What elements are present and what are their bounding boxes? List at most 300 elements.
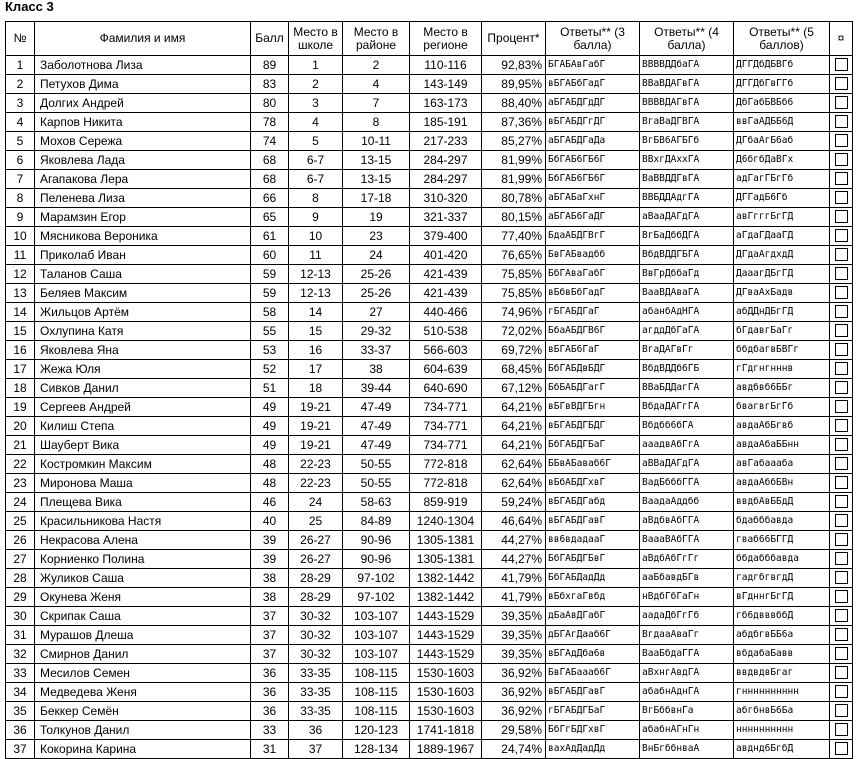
answers-5: ДГдаАгдхдД [734, 246, 830, 265]
header-row [6, 22, 853, 56]
district-place: 23 [343, 227, 410, 246]
row-checkbox[interactable] [835, 552, 848, 565]
percent: 46,64% [482, 512, 546, 531]
row-check-cell [830, 132, 853, 151]
answers-3: дБГАгДааб6Г [546, 626, 640, 645]
row-checkbox[interactable] [835, 305, 848, 318]
score: 39 [251, 550, 289, 569]
score: 68 [251, 170, 289, 189]
percent: 69,72% [482, 341, 546, 360]
row-checkbox[interactable] [835, 628, 848, 641]
score: 89 [251, 56, 289, 75]
row-check-cell [830, 721, 853, 740]
row-checkbox[interactable] [835, 96, 848, 109]
district-place: 103-107 [343, 607, 410, 626]
district-place: 58-63 [343, 493, 410, 512]
row-num: 6 [6, 151, 35, 170]
header-district-place: Место в районе [343, 22, 410, 56]
percent: 92,83% [482, 56, 546, 75]
region-place: 1530-1603 [410, 702, 482, 721]
answers-5: бдабббавда [734, 512, 830, 531]
answers-3: вБГАБДГгДГ [546, 113, 640, 132]
percent: 74,96% [482, 303, 546, 322]
table-row [6, 645, 853, 664]
region-place: 1305-1381 [410, 550, 482, 569]
answers-4: абанбАдНГА [640, 303, 734, 322]
row-checkbox[interactable] [835, 533, 848, 546]
answers-3: ББвАБаваб6Г [546, 455, 640, 474]
answers-3: БбГАваГабГ [546, 265, 640, 284]
row-checkbox[interactable] [835, 685, 848, 698]
percent: 41,79% [482, 569, 546, 588]
row-checkbox[interactable] [835, 267, 848, 280]
region-place: 321-337 [410, 208, 482, 227]
student-name: Агапакова Лера [35, 170, 251, 189]
school-place: 10 [289, 227, 343, 246]
score: 68 [251, 151, 289, 170]
row-checkbox[interactable] [835, 324, 848, 337]
table-row [6, 170, 853, 189]
answers-3: вБбАБДГхвГ [546, 474, 640, 493]
score: 65 [251, 208, 289, 227]
student-name: Яковлева Яна [35, 341, 251, 360]
percent: 62,64% [482, 474, 546, 493]
answers-3: вБГАБбГадГ [546, 75, 640, 94]
row-checkbox[interactable] [835, 609, 848, 622]
row-checkbox[interactable] [835, 704, 848, 717]
answers-4: нВдбГбГаГн [640, 588, 734, 607]
row-num: 9 [6, 208, 35, 227]
answers-4: аВдбАбГгГг [640, 550, 734, 569]
percent: 80,15% [482, 208, 546, 227]
table-row [6, 227, 853, 246]
row-check-cell [830, 284, 853, 303]
score: 36 [251, 664, 289, 683]
score: 59 [251, 284, 289, 303]
percent: 81,99% [482, 151, 546, 170]
district-place: 120-123 [343, 721, 410, 740]
answers-3: БдаАБДГВгГ [546, 227, 640, 246]
row-num: 14 [6, 303, 35, 322]
table-row [6, 398, 853, 417]
score: 49 [251, 436, 289, 455]
score: 53 [251, 341, 289, 360]
answers-3: вБГАдДба6в [546, 645, 640, 664]
header-num: № [6, 22, 35, 56]
student-name: Охлупина Катя [35, 322, 251, 341]
row-checkbox[interactable] [835, 438, 848, 451]
answers-5: гГдгнгнннв [734, 360, 830, 379]
school-place: 22-23 [289, 455, 343, 474]
district-place: 90-96 [343, 550, 410, 569]
district-place: 103-107 [343, 626, 410, 645]
answers-4: ВгаДАГвГг [640, 341, 734, 360]
school-place: 6-7 [289, 170, 343, 189]
score: 33 [251, 721, 289, 740]
row-num: 33 [6, 664, 35, 683]
table-row [6, 626, 853, 645]
answers-4: абабнАГнГн [640, 721, 734, 740]
row-check-cell [830, 227, 853, 246]
region-place: 1443-1529 [410, 626, 482, 645]
answers-5: ввГаАДББ6Д [734, 113, 830, 132]
school-place: 33-35 [289, 683, 343, 702]
table-row [6, 303, 853, 322]
row-check-cell [830, 702, 853, 721]
school-place: 4 [289, 113, 343, 132]
row-check-cell [830, 626, 853, 645]
score: 37 [251, 607, 289, 626]
region-place: 1382-1442 [410, 569, 482, 588]
score: 40 [251, 512, 289, 531]
answers-4: ВгБаДббДГА [640, 227, 734, 246]
row-checkbox[interactable] [835, 457, 848, 470]
school-place: 30-32 [289, 626, 343, 645]
percent: 44,27% [482, 531, 546, 550]
student-name: Жильцов Артём [35, 303, 251, 322]
table-row [6, 208, 853, 227]
region-place: 185-191 [410, 113, 482, 132]
table-row [6, 379, 853, 398]
answers-3: БбГАБ6ГБ6Г [546, 151, 640, 170]
answers-4: ВгаВаДГВГА [640, 113, 734, 132]
score: 51 [251, 379, 289, 398]
class-title: Класс 3 [5, 0, 54, 14]
row-check-cell [830, 75, 853, 94]
student-name: Красильникова Настя [35, 512, 251, 531]
row-checkbox[interactable] [835, 647, 848, 660]
region-place: 1443-1529 [410, 607, 482, 626]
region-place: 1443-1529 [410, 645, 482, 664]
answers-4: ВадБбббГГА [640, 474, 734, 493]
student-name: Медведева Женя [35, 683, 251, 702]
table-row [6, 75, 853, 94]
score: 48 [251, 455, 289, 474]
answers-3: гБГАБДГаГ [546, 303, 640, 322]
row-checkbox[interactable] [835, 58, 848, 71]
school-place: 5 [289, 132, 343, 151]
row-num: 22 [6, 455, 35, 474]
district-place: 103-107 [343, 645, 410, 664]
answers-5: ДГбаАгБ6аб [734, 132, 830, 151]
answers-5: бвагвгБгГб [734, 398, 830, 417]
region-place: 310-320 [410, 189, 482, 208]
student-name: Корниенко Полина [35, 550, 251, 569]
percent: 77,40% [482, 227, 546, 246]
district-place: 47-49 [343, 436, 410, 455]
student-name: Приколаб Иван [35, 246, 251, 265]
student-name: Жуликов Саша [35, 569, 251, 588]
school-place: 15 [289, 322, 343, 341]
answers-4: ВВаВДАГвГА [640, 75, 734, 94]
school-place: 25 [289, 512, 343, 531]
table-row [6, 474, 853, 493]
row-check-cell [830, 474, 853, 493]
district-place: 39-44 [343, 379, 410, 398]
answers-5: абгбнвБ6Ба [734, 702, 830, 721]
row-num: 36 [6, 721, 35, 740]
percent: 72,02% [482, 322, 546, 341]
table-row [6, 151, 853, 170]
header-percent: Процент* [482, 22, 546, 56]
percent: 39,35% [482, 626, 546, 645]
table-row [6, 607, 853, 626]
score: 31 [251, 740, 289, 759]
student-name: Костромкин Максим [35, 455, 251, 474]
percent: 64,21% [482, 398, 546, 417]
school-place: 17 [289, 360, 343, 379]
answers-5: ббдбагвБВГг [734, 341, 830, 360]
region-place: 421-439 [410, 284, 482, 303]
table-row [6, 569, 853, 588]
row-num: 4 [6, 113, 35, 132]
student-name: Окунева Женя [35, 588, 251, 607]
student-name: Сивков Данил [35, 379, 251, 398]
student-name: Сергеев Андрей [35, 398, 251, 417]
header-school-place: Место в школе [289, 22, 343, 56]
table-row [6, 284, 853, 303]
header-answers-3: Ответы** (3 балла) [546, 22, 640, 56]
table-row [6, 683, 853, 702]
percent: 68,45% [482, 360, 546, 379]
row-num: 2 [6, 75, 35, 94]
row-check-cell [830, 531, 853, 550]
district-place: 108-115 [343, 664, 410, 683]
score: 38 [251, 588, 289, 607]
table-row [6, 436, 853, 455]
percent: 41,79% [482, 588, 546, 607]
district-place: 17-18 [343, 189, 410, 208]
answers-5: абДДнДБгГД [734, 303, 830, 322]
row-checkbox[interactable] [835, 400, 848, 413]
percent: 67,12% [482, 379, 546, 398]
percent: 29,58% [482, 721, 546, 740]
row-checkbox[interactable] [835, 476, 848, 489]
answers-5: гб6двввббД [734, 607, 830, 626]
answers-4: ВааБбдаГГА [640, 645, 734, 664]
answers-3: вБГАБДГавГ [546, 512, 640, 531]
percent: 89,95% [482, 75, 546, 94]
table-row [6, 702, 853, 721]
row-checkbox[interactable] [835, 362, 848, 375]
row-checkbox[interactable] [835, 210, 848, 223]
score: 60 [251, 246, 289, 265]
student-name: Мясникова Вероника [35, 227, 251, 246]
region-place: 1530-1603 [410, 683, 482, 702]
percent: 36,92% [482, 683, 546, 702]
district-place: 108-115 [343, 683, 410, 702]
row-checkbox[interactable] [835, 153, 848, 166]
row-check-cell [830, 455, 853, 474]
table-row [6, 455, 853, 474]
table-row [6, 132, 853, 151]
row-check-cell [830, 607, 853, 626]
answers-3: вБГАБДГБДГ [546, 417, 640, 436]
answers-3: БбБАБДГагГ [546, 379, 640, 398]
answers-4: ВгБббвнГа [640, 702, 734, 721]
row-check-cell [830, 493, 853, 512]
district-place: 24 [343, 246, 410, 265]
row-num: 37 [6, 740, 35, 759]
row-check-cell [830, 113, 853, 132]
row-check-cell [830, 436, 853, 455]
region-place: 772-818 [410, 474, 482, 493]
row-checkbox[interactable] [835, 381, 848, 394]
region-place: 1305-1381 [410, 531, 482, 550]
row-check-cell [830, 170, 853, 189]
answers-3: вБГвВДГБгн [546, 398, 640, 417]
row-checkbox[interactable] [835, 229, 848, 242]
answers-4: ВаВВДДГвГА [640, 170, 734, 189]
answers-4: ВВБДДАдгГА [640, 189, 734, 208]
answers-4: аВВаДАГдГА [640, 455, 734, 474]
answers-4: абабнАднГА [640, 683, 734, 702]
region-place: 1530-1603 [410, 664, 482, 683]
row-checkbox[interactable] [835, 590, 848, 603]
district-place: 4 [343, 75, 410, 94]
table-row [6, 588, 853, 607]
row-num: 30 [6, 607, 35, 626]
answers-5: авГгггБгГД [734, 208, 830, 227]
score: 59 [251, 265, 289, 284]
region-place: 284-297 [410, 151, 482, 170]
table-row [6, 341, 853, 360]
row-checkbox[interactable] [835, 343, 848, 356]
district-place: 19 [343, 208, 410, 227]
percent: 80,78% [482, 189, 546, 208]
answers-5: ввдбАвББдД [734, 493, 830, 512]
student-name: Яковлева Лада [35, 151, 251, 170]
district-place: 50-55 [343, 455, 410, 474]
row-check-cell [830, 208, 853, 227]
row-num: 5 [6, 132, 35, 151]
row-num: 26 [6, 531, 35, 550]
table-row [6, 246, 853, 265]
row-check-cell [830, 94, 853, 113]
percent: 44,27% [482, 550, 546, 569]
row-checkbox[interactable] [835, 419, 848, 432]
region-place: 510-538 [410, 322, 482, 341]
answers-4: ВВаБДДагГА [640, 379, 734, 398]
answers-3: БбГАБДГБвГ [546, 550, 640, 569]
row-checkbox[interactable] [835, 286, 848, 299]
school-place: 24 [289, 493, 343, 512]
answers-5: ДбГабБВБб6 [734, 94, 830, 113]
answers-3: БГАБАвГабГ [546, 56, 640, 75]
row-check-cell [830, 322, 853, 341]
region-place: 1741-1818 [410, 721, 482, 740]
score: 74 [251, 132, 289, 151]
student-name: Пеленева Лиза [35, 189, 251, 208]
row-num: 8 [6, 189, 35, 208]
row-num: 19 [6, 398, 35, 417]
table-row [6, 360, 853, 379]
row-num: 21 [6, 436, 35, 455]
region-place: 640-690 [410, 379, 482, 398]
row-checkbox[interactable] [835, 172, 848, 185]
student-name: Кокорина Карина [35, 740, 251, 759]
row-checkbox[interactable] [835, 723, 848, 736]
student-name: Толкунов Данил [35, 721, 251, 740]
district-place: 29-32 [343, 322, 410, 341]
answers-3: вахАдДадДд [546, 740, 640, 759]
school-place: 26-27 [289, 550, 343, 569]
score: 49 [251, 398, 289, 417]
answers-4: ааБбавдБГв [640, 569, 734, 588]
score: 48 [251, 474, 289, 493]
answers-5: ббдабббавда [734, 550, 830, 569]
answers-5: Д6бгбДаВГх [734, 151, 830, 170]
score: 66 [251, 189, 289, 208]
row-checkbox[interactable] [835, 134, 848, 147]
header-region-place: Место в регионе [410, 22, 482, 56]
answers-5: ДГГДбДБВГб [734, 56, 830, 75]
answers-5: авдаАбБгвб [734, 417, 830, 436]
answers-3: БбаАБДГВ6Г [546, 322, 640, 341]
header-name: Фамилия и имя [35, 22, 251, 56]
row-checkbox[interactable] [835, 115, 848, 128]
answers-4: ВбдВДДГБГА [640, 246, 734, 265]
row-checkbox[interactable] [835, 248, 848, 261]
school-place: 12-13 [289, 284, 343, 303]
answers-5: бГдавгБаГг [734, 322, 830, 341]
row-checkbox[interactable] [835, 77, 848, 90]
district-place: 97-102 [343, 569, 410, 588]
district-place: 13-15 [343, 170, 410, 189]
school-place: 2 [289, 75, 343, 94]
answers-3: БвГАБаааб6Г [546, 664, 640, 683]
table-row [6, 189, 853, 208]
row-checkbox[interactable] [835, 571, 848, 584]
percent: 36,92% [482, 702, 546, 721]
answers-4: ааадвАбГгА [640, 436, 734, 455]
row-checkbox[interactable] [835, 191, 848, 204]
row-num: 11 [6, 246, 35, 265]
row-num: 13 [6, 284, 35, 303]
answers-5: авГабаааба [734, 455, 830, 474]
answers-4: аВдбвАбГГА [640, 512, 734, 531]
school-place: 28-29 [289, 588, 343, 607]
table-row [6, 531, 853, 550]
answers-5: гадгбгвгдД [734, 569, 830, 588]
answers-5: ДГГДбГвГГб [734, 75, 830, 94]
district-place: 33-37 [343, 341, 410, 360]
row-checkbox[interactable] [835, 742, 848, 755]
answers-5: нннннннннн [734, 721, 830, 740]
school-place: 19-21 [289, 436, 343, 455]
district-place: 7 [343, 94, 410, 113]
row-num: 28 [6, 569, 35, 588]
school-place: 36 [289, 721, 343, 740]
row-checkbox[interactable] [835, 514, 848, 527]
row-checkbox[interactable] [835, 666, 848, 679]
district-place: 25-26 [343, 284, 410, 303]
row-checkbox[interactable] [835, 495, 848, 508]
table-row [6, 493, 853, 512]
school-place: 9 [289, 208, 343, 227]
score: 80 [251, 94, 289, 113]
table-row [6, 664, 853, 683]
header-check: ¤ [830, 22, 853, 56]
row-check-cell [830, 664, 853, 683]
answers-5: авдаАбаББнн [734, 436, 830, 455]
school-place: 19-21 [289, 398, 343, 417]
row-check-cell [830, 569, 853, 588]
answers-3: аБГАБ6ГаДГ [546, 208, 640, 227]
district-place: 8 [343, 113, 410, 132]
answers-3: БбГгБДГхвГ [546, 721, 640, 740]
results-table [5, 21, 853, 759]
